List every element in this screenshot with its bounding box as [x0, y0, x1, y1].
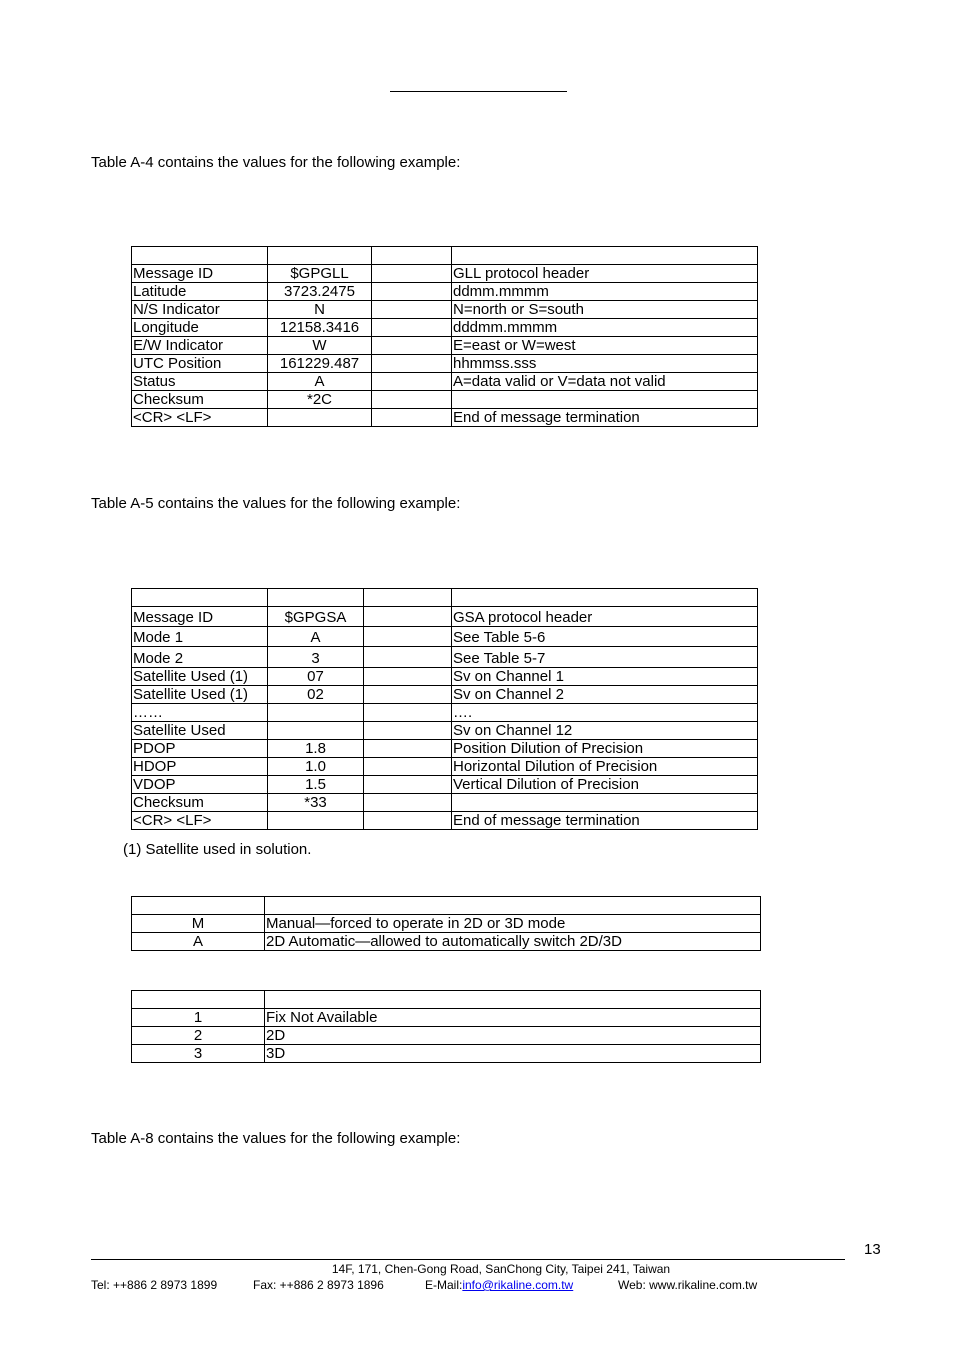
header-cell [132, 589, 268, 607]
table-cell: Satellite Used [132, 722, 268, 740]
table-cell: N=north or S=south [452, 301, 758, 319]
table-row [132, 722, 758, 740]
footer-email-label: E-Mail: [425, 1278, 463, 1292]
table-row [132, 794, 758, 812]
table-row [132, 409, 758, 427]
header-cell [268, 247, 372, 265]
header-cell [452, 247, 758, 265]
table-header-row [132, 589, 758, 607]
table-cell: See Table 5-6 [452, 627, 758, 647]
footer-tel: Tel: ++886 2 8973 1899 [91, 1278, 218, 1292]
table-row [132, 933, 761, 951]
table-cell [364, 627, 452, 647]
table-cell: Checksum [132, 794, 268, 812]
table-cell [452, 391, 758, 409]
table-cell: M [132, 915, 265, 933]
table-cell: 1.5 [268, 776, 364, 794]
table-cell: 1 [132, 1009, 265, 1027]
table-cell [372, 373, 452, 391]
table-cell [268, 812, 364, 830]
table-cell: PDOP [132, 740, 268, 758]
table-cell [452, 794, 758, 812]
table-cell [364, 722, 452, 740]
table-cell: A [268, 627, 364, 647]
table-cell: VDOP [132, 776, 268, 794]
table-row [132, 319, 758, 337]
table-row [132, 301, 758, 319]
gll-data-table [131, 246, 758, 427]
table-cell [268, 409, 372, 427]
table-cell: Sv on Channel 2 [452, 686, 758, 704]
table-cell: See Table 5-7 [452, 647, 758, 668]
table-cell: <CR> <LF> [132, 409, 268, 427]
table-cell: GSA protocol header [452, 607, 758, 627]
table-cell: *2C [268, 391, 372, 409]
table-cell: *33 [268, 794, 364, 812]
table-cell [364, 794, 452, 812]
table-cell [364, 740, 452, 758]
table-cell [364, 776, 452, 794]
table-row [132, 265, 758, 283]
header-rule [390, 91, 567, 92]
table-cell [364, 668, 452, 686]
table-row [132, 373, 758, 391]
table-cell: A=data valid or V=data not valid [452, 373, 758, 391]
table-cell: 3 [132, 1045, 265, 1063]
table-row [132, 607, 758, 627]
header-cell [265, 897, 761, 915]
table-cell: Fix Not Available [265, 1009, 761, 1027]
table-cell [372, 409, 452, 427]
table-cell: Longitude [132, 319, 268, 337]
table-cell: Message ID [132, 265, 268, 283]
footer-web: Web: www.rikaline.com.tw [618, 1278, 758, 1292]
table-cell: N [268, 301, 372, 319]
table-cell: Sv on Channel 1 [452, 668, 758, 686]
footer-contact [91, 1278, 757, 1292]
table-row [132, 355, 758, 373]
table-cell: 3 [268, 647, 364, 668]
table-cell: Message ID [132, 607, 268, 627]
table-cell: A [132, 933, 265, 951]
table-cell: W [268, 337, 372, 355]
table-cell: End of message termination [452, 812, 758, 830]
table-header-row [132, 991, 761, 1009]
footer-email [425, 1278, 618, 1292]
table-row [132, 1009, 761, 1027]
table-row [132, 740, 758, 758]
header-cell [364, 589, 452, 607]
table-cell: GLL protocol header [452, 265, 758, 283]
table-cell [364, 686, 452, 704]
table-cell: …. [452, 704, 758, 722]
table-cell [364, 647, 452, 668]
header-cell [265, 991, 761, 1009]
table-cell: 3723.2475 [268, 283, 372, 301]
table-row [132, 337, 758, 355]
table-row [132, 391, 758, 409]
table-cell: 2D Automatic—allowed to automatically switch 2D/3D [265, 933, 761, 951]
table-cell [372, 283, 452, 301]
table-cell: Position Dilution of Precision [452, 740, 758, 758]
table-cell: Checksum [132, 391, 268, 409]
table-row [132, 915, 761, 933]
table-cell: End of message termination [452, 409, 758, 427]
table-row [132, 283, 758, 301]
table-cell: N/S Indicator [132, 301, 268, 319]
header-cell [372, 247, 452, 265]
table-cell: 3D [265, 1045, 761, 1063]
table-cell [372, 265, 452, 283]
table-cell: Status [132, 373, 268, 391]
table-cell: ddmm.mmmm [452, 283, 758, 301]
table-cell: 2D [265, 1027, 761, 1045]
header-cell [132, 247, 268, 265]
header-cell [132, 991, 265, 1009]
table-cell [372, 391, 452, 409]
intro-table-a5: Table A-5 contains the values for the following example: [91, 495, 461, 512]
mode1-table [131, 896, 761, 951]
table-cell: dddmm.mmmm [452, 319, 758, 337]
header-cell [452, 589, 758, 607]
table-row [132, 686, 758, 704]
table-cell [364, 704, 452, 722]
table-row [132, 627, 758, 647]
table-cell: Sv on Channel 12 [452, 722, 758, 740]
intro-table-a4: Table A-4 contains the values for the following example: [91, 154, 461, 171]
table-cell: Satellite Used (1) [132, 668, 268, 686]
table-cell: E=east or W=west [452, 337, 758, 355]
table-cell: Latitude [132, 283, 268, 301]
table-row [132, 704, 758, 722]
table-cell: $GPGLL [268, 265, 372, 283]
table-row [132, 812, 758, 830]
table-cell: HDOP [132, 758, 268, 776]
table-row [132, 647, 758, 668]
table-cell [372, 319, 452, 337]
table-cell [372, 301, 452, 319]
table-row [132, 668, 758, 686]
table-cell [268, 722, 364, 740]
table-cell: UTC Position [132, 355, 268, 373]
table-row [132, 1045, 761, 1063]
table-row [132, 1027, 761, 1045]
table-cell: <CR> <LF> [132, 812, 268, 830]
footer-rule [91, 1259, 845, 1260]
table-cell: Mode 2 [132, 647, 268, 668]
footer-address: 14F, 171, Chen-Gong Road, SanChong City, Taipei 241, Taiwan [331, 1262, 671, 1276]
table-cell: Satellite Used (1) [132, 686, 268, 704]
email-link[interactable]: info@rikaline.com.tw [462, 1278, 574, 1292]
table-cell: Vertical Dilution of Precision [452, 776, 758, 794]
table-cell [268, 704, 364, 722]
table-cell: 07 [268, 668, 364, 686]
table-cell: Horizontal Dilution of Precision [452, 758, 758, 776]
table-cell: $GPGSA [268, 607, 364, 627]
table-cell [364, 607, 452, 627]
table-cell: Mode 1 [132, 627, 268, 647]
intro-table-a8: Table A-8 contains the values for the following example: [91, 1130, 461, 1147]
table-cell [372, 337, 452, 355]
table-cell: 1.8 [268, 740, 364, 758]
table-header-row [132, 897, 761, 915]
footer-fax: Fax: ++886 2 8973 1896 [253, 1278, 384, 1292]
table-cell [364, 758, 452, 776]
table-cell [372, 355, 452, 373]
table-cell [364, 812, 452, 830]
table-cell: 02 [268, 686, 364, 704]
table-header-row [132, 247, 758, 265]
header-cell [268, 589, 364, 607]
table-row [132, 776, 758, 794]
page-number: 13 [864, 1241, 881, 1258]
table-cell: Manual—forced to operate in 2D or 3D mode [265, 915, 761, 933]
mode2-table [131, 990, 761, 1063]
table-cell: 2 [132, 1027, 265, 1045]
table-row [132, 758, 758, 776]
table-cell: 12158.3416 [268, 319, 372, 337]
header-cell [132, 897, 265, 915]
gsa-footnote: (1) Satellite used in solution. [123, 841, 312, 858]
table-cell: 1.0 [268, 758, 364, 776]
table-cell: 161229.487 [268, 355, 372, 373]
table-cell: …… [132, 704, 268, 722]
table-cell: hhmmss.sss [452, 355, 758, 373]
table-cell: A [268, 373, 372, 391]
table-cell: E/W Indicator [132, 337, 268, 355]
gsa-data-table [131, 588, 758, 830]
